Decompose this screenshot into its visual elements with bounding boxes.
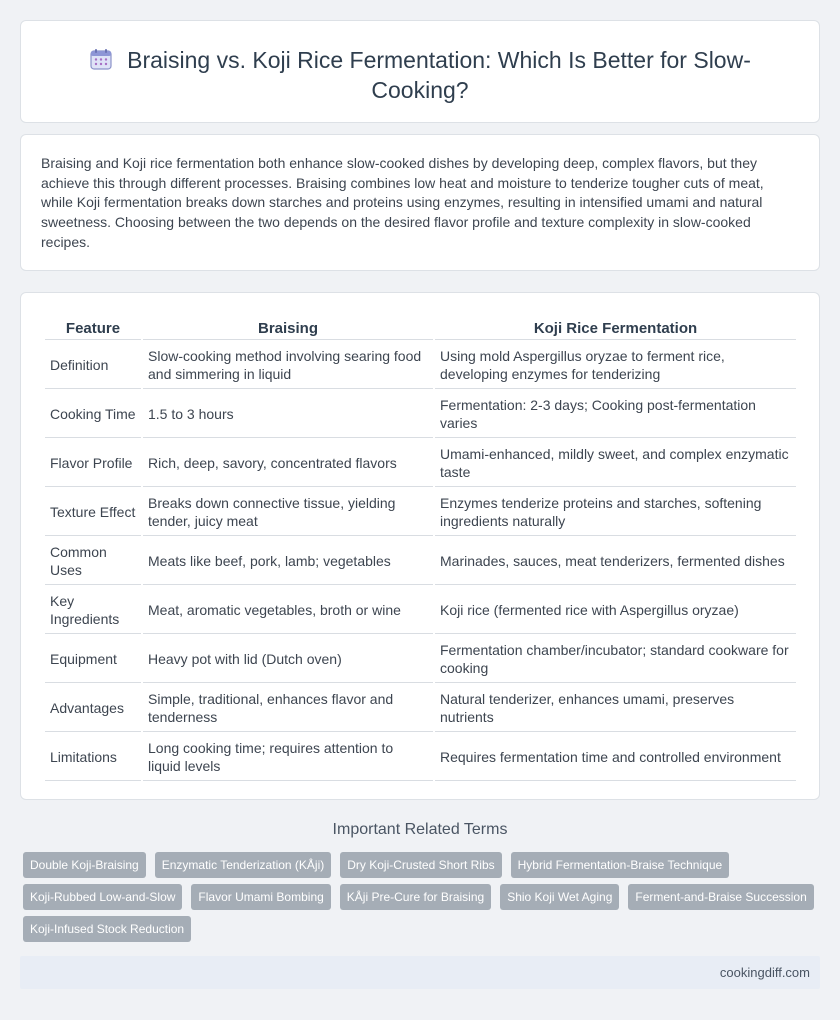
- feature-cell: Advantages: [45, 685, 141, 732]
- feature-cell: Key Ingredients: [45, 587, 141, 634]
- koji-cell: Marinades, sauces, meat tenderizers, fermented dishes: [435, 538, 796, 585]
- braising-cell: Slow-cooking method involving searing food and simmering in liquid: [143, 342, 433, 389]
- related-term-tag[interactable]: Dry Koji-Crusted Short Ribs: [340, 852, 501, 878]
- related-term-tag[interactable]: Hybrid Fermentation-Braise Technique: [511, 852, 730, 878]
- koji-cell: Fermentation chamber/incubator; standard cookware for cooking: [435, 636, 796, 683]
- intro-paragraph: Braising and Koji rice fermentation both enhance slow-cooked dishes by developing deep, complex flavors, but they achieve this through different processes. Braising combines low heat and moisture to tenderize tougher cuts of meat, while Koji fermentation breaks down starches and proteins using enzymes, resulting in intensified umami and natural sweetness. Choosing between the two depends on the desired flavor profile and texture complexity in slow-cooked recipes.: [41, 155, 764, 250]
- intro-card: [20, 134, 820, 271]
- braising-cell: Meats like beef, pork, lamb; vegetables: [143, 538, 433, 585]
- koji-cell: Using mold Aspergillus oryzae to ferment rice, developing enzymes for tenderizing: [435, 342, 796, 389]
- feature-cell: Definition: [45, 342, 141, 389]
- related-terms-list: [20, 852, 820, 948]
- feature-cell: Limitations: [45, 734, 141, 781]
- braising-cell: 1.5 to 3 hours: [143, 391, 433, 438]
- related-term-tag[interactable]: Shio Koji Wet Aging: [500, 884, 619, 910]
- feature-cell: Common Uses: [45, 538, 141, 585]
- table-row: [45, 587, 796, 634]
- calendar-icon: [89, 47, 113, 71]
- table-row: [45, 440, 796, 487]
- related-term-tag[interactable]: Double Koji-Braising: [23, 852, 146, 878]
- footer-site-link[interactable]: cookingdiff.com: [719, 965, 810, 980]
- related-term-tag[interactable]: Koji-Rubbed Low-and-Slow: [23, 884, 182, 910]
- page-title: Braising vs. Koji Rice Fermentation: Which Is Better for Slow-Cooking?: [127, 47, 751, 103]
- header-card: [20, 20, 820, 123]
- koji-cell: Natural tenderizer, enhances umami, preserves nutrients: [435, 685, 796, 732]
- related-term-tag[interactable]: KÅji Pre-Cure for Braising: [340, 884, 491, 910]
- table-row: [45, 734, 796, 781]
- braising-cell: Meat, aromatic vegetables, broth or wine: [143, 587, 433, 634]
- koji-cell: Enzymes tenderize proteins and starches, softening ingredients naturally: [435, 489, 796, 536]
- header-feature: Feature: [45, 314, 141, 340]
- koji-cell: Requires fermentation time and controlled environment: [435, 734, 796, 781]
- table-row: [45, 636, 796, 683]
- comparison-table: [43, 312, 798, 783]
- feature-cell: Equipment: [45, 636, 141, 683]
- feature-cell: Texture Effect: [45, 489, 141, 536]
- related-term-tag[interactable]: Enzymatic Tenderization (KÅji): [155, 852, 332, 878]
- braising-cell: Long cooking time; requires attention to liquid levels: [143, 734, 433, 781]
- page-title-row: [21, 45, 819, 105]
- footer: [20, 956, 820, 989]
- braising-cell: Heavy pot with lid (Dutch oven): [143, 636, 433, 683]
- table-row: [45, 342, 796, 389]
- table-row: [45, 538, 796, 585]
- koji-cell: Koji rice (fermented rice with Aspergillus oryzae): [435, 587, 796, 634]
- braising-cell: Rich, deep, savory, concentrated flavors: [143, 440, 433, 487]
- related-terms-heading: Important Related Terms: [332, 821, 508, 838]
- braising-cell: Breaks down connective tissue, yielding tender, juicy meat: [143, 489, 433, 536]
- feature-cell: Flavor Profile: [45, 440, 141, 487]
- table-row: [45, 391, 796, 438]
- table-row: [45, 685, 796, 732]
- related-term-tag[interactable]: Koji-Infused Stock Reduction: [23, 916, 191, 942]
- koji-cell: Fermentation: 2-3 days; Cooking post-fermentation varies: [435, 391, 796, 438]
- koji-cell: Umami-enhanced, mildly sweet, and complex enzymatic taste: [435, 440, 796, 487]
- comparison-card: [20, 292, 820, 800]
- braising-cell: Simple, traditional, enhances flavor and tenderness: [143, 685, 433, 732]
- related-term-tag[interactable]: Ferment-and-Braise Succession: [628, 884, 813, 910]
- table-header-row: [45, 314, 796, 340]
- table-row: [45, 489, 796, 536]
- header-koji: Koji Rice Fermentation: [435, 314, 796, 340]
- related-term-tag[interactable]: Flavor Umami Bombing: [191, 884, 330, 910]
- header-braising: Braising: [143, 314, 433, 340]
- feature-cell: Cooking Time: [45, 391, 141, 438]
